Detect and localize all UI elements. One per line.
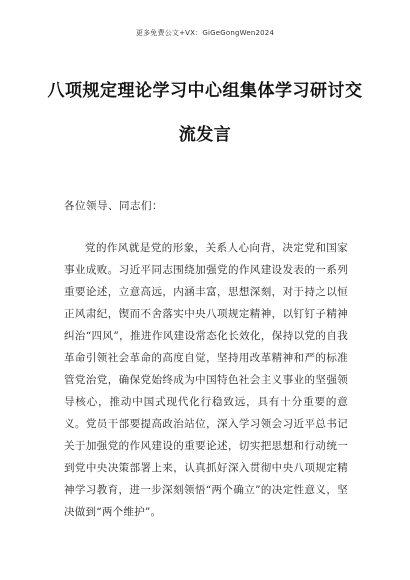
header-note: 更多免费公文+VX：GiGeGongWen2024 <box>135 29 275 37</box>
document-title-line-2: 流发言 <box>178 125 232 145</box>
document-title-line-1: 八项规定理论学习中心组集体学习研讨交 <box>47 81 363 101</box>
salutation: 各位领导、同志们： <box>64 200 163 212</box>
body-paragraph: 党的作风就是党的形象，关系人心向背，决定党和国家事业成败。习近平同志围绕加强党的作风建设发表的一系列重要论述，立意高远，内涵丰富，思想深刻，对于持之以恒正风肃纪，锲而不舍落实中央八项规定精神，以钉钉子精神纠治“四风”，推进作风建设常态化长效化，保持以党的自我革命引领社会革命的高度自觉，坚持用改革精神和严的标准管党治党，确保党始终成为中国特色社会主义事业的坚强领导核心，推动中国式现代化行稳致远，具有十分重要的意义。党员干部要提高政治站位，深入学习领会习近平总书记关于加强党的作风建设的重要论述，切实把思想和行动统一到党中央决策部署上来，认真抓好深入贯彻中央八项规定精神学习教育，进一步深刻领悟“两个确立”的决定性意义，坚决做到“两个维护”。 <box>64 242 348 518</box>
